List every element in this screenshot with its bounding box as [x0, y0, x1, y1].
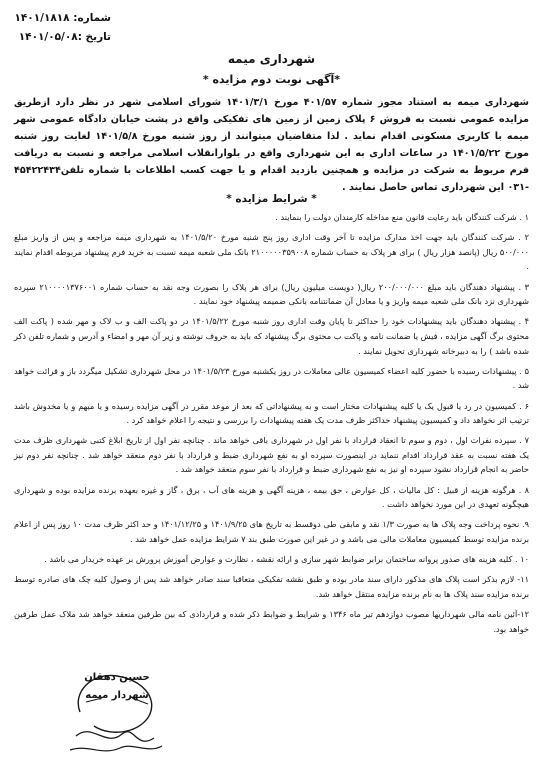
condition-item: ۳ . پیشنهاد دهندگان باید مبلغ ۲۰۰/۰۰۰/۰۰۰ ریال( دویست میلیون ریال) برای هر پلاک را بصورت وجه نقد به حساب شماره ۲۱۰۰۰۰۱۳۷۶۰۰۱ سپرده شهرداری نزد بانک ملی شعبه میمه واریز و یا معادل آن ضمانتنامه بانکی ضمیمه پیشنهاد خود نمایند .: [14, 281, 529, 307]
letter-number: شماره: ۱۴۰۱/۱۸۱۸: [14, 12, 111, 24]
organization-name: شهرداری میمه: [227, 52, 316, 66]
notice-title: *آگهی نوبت دوم مزایده *: [202, 73, 341, 86]
condition-item: ۱۱- لازم بذکر است پلاک های مذکور دارای سند مادر بوده و طبق نقشه تفکیکی متعاقبا سند صادر خواهد شد پس از وصول کلیه چک های صادره توسط برنده مزایده سند پلاک ها به نام برنده مزایده منتقل خواهد شد.: [14, 574, 529, 599]
signature-scribble: [62, 652, 172, 764]
intro-paragraph: شهرداری میمه به استناد مجوز شماره ۴۰۱/۵۷ مورخ ۱۴۰۱/۳/۱ شورای اسلامی شهر در نظر دارد ازطریق مزایده عمومی نسبت به فروش ۶ پلاک زمین از زمین های تفکیکی واقع در پشت خیابان دادگاه عمومی شهر میمه با کاربری مسکونی اقدام نماید . لذا متقاضیان میتوانند از روز شنبه مورخ ۱۴۰۱/۵/۸ لغایت روز شنبه مورخ ۱۴۰۱/۵/۲۲ در ساعات اداری به این شهرداری واقع در بلوارانقلاب اسلامی مراجعه و نسبت به دریافت فرم مربوط به شرکت در مزایده و همچنین بازدید اقدام و یا جهت کسب اطلاعات با شماره تلفن۴۵۴۲۲۴۳۴ -۰۳۱ این شهرداری تماس حاصل نمایند .: [14, 97, 529, 193]
condition-item: ۴ . پیشنهاد دهندگان باید پیشنهادات خود را حداکثر تا پایان وقت اداری روز شنبه مورخ ۱۴۰۱/۵/۲۲ در دو پاکت الف و ب لاک و مهر شده ( پاکت الف محتوی برگ آگهی مزایده ، فیش یا ضمانت نامه و پاکت ب محتوی برگ پیشنهاد که باید به حروف نوشته و زیر آن مهر و امضاء و آدرس و شماره تلفن ذکر شده باشد ) را به دبیرخانه شهرداری تحویل نمایند .: [14, 316, 529, 356]
condition-item: ۹. نحوه پرداخت وجه پلاک ها به صورت ۱/۳ نقد و مابقی طی دوقسط به تاریخ های ۱۴۰۱/۹/۲۵ و ۱۴۰۱/۱۲/۲۵ و حد اکثر ظرف مدت ۱۰ روز پس از اعلام برنده مزایده توسط کمیسیون معاملات مالی می باشد و در غیر این صورت طبق بند ۷ شرایط مزایده عمل خواهد شد .: [14, 519, 529, 545]
condition-item: ۶ . کمیسیون در رد یا قبول یک یا کلیه پیشنهادات مختار است و به پیشنهاداتی که بعد از موعد مقرر در آگهی مزایده رسیده و یا مبهم و یا مخدوش باشد ترتیب اثر نخواهد داد و کمیسیون پیشنهاد حداکثر ظرف مدت یک هفته پیشنهادات را بررسی و نتیجه را اعلام خواهد کرد .: [14, 400, 529, 426]
conditions-title: * شرایط مزایده *: [226, 193, 317, 205]
condition-item: ۱۲-آئین نامه مالی شهرداریها مصوب دوازدهم تیر ماه ۱۳۴۶ و شرایط و ضوابط ذکر شده و قراردادی که بین طرفین منعقد خواهد شد ملاک عمل طرفین خواهد بود.: [14, 609, 529, 634]
condition-item: ۲ . شرکت کنندگان باید جهت اخذ مدارک مزایده تا آخر وقت اداری روز پنج شنبه مورخ ۱۴۰۱/۵/۲۰ به شهرداری میمه مراجعه و پس از واریز مبلغ ۵۰۰/۰۰۰ ریال (پانصد هزار ریال ) برای هر پلاک به حساب شماره ۲۱۰۰۰۰۰۳۵۹۰۰۸ بانک ملی شعبه میمه نسبت به خرید فرم پیشنهاد مربوطه اقدام نمایند .: [14, 232, 529, 272]
conditions-list: [14, 210, 529, 642]
condition-item: ۷ . سپرده نفرات اول ، دوم و سوم تا انعقاد قرارداد با نفر اول در شهرداری باقی خواهد ماند . چنانچه نفر اول از تاریخ ابلاغ کتبی شهرداری ظرف مدت یک هفته نسبت به عقد قرارداد اقدام ننماید در اینصورت سپرده او به نفع شهرداری ضبط و قرارداد با نفر دوم منعقد خواهد شد . چنانچه نفر دوم نیز حاضر به انجام قرارداد نشود سپرده او نیز به نفع شهرداری ضبط و قرارداد با نفر سوم منعقد خواهد شد .: [14, 435, 529, 475]
letter-meta: [7, 9, 111, 47]
signature-block: [62, 652, 172, 764]
letter-date: تاریخ :۱۴۰۱/۰۵/۰۸: [18, 31, 111, 43]
condition-item: ۵ . پیشنهادات رسیده با حضور کلیه اعضاء کمیسیون عالی معاملات در روز یکشنبه مورخ ۱۴۰۱/۵/۲۳ در محل شهرداری تشکیل میگردد باز و قرائت خواهد شد .: [14, 365, 529, 391]
condition-item: ۱ . شرکت کنندگان باید رعایت قانون منع مداخله کارمندان دولت را بنمایند .: [275, 212, 529, 222]
condition-item: ۱۰ . کلیه هزینه های صدور پروانه ساختمان برابر ضوابط شهر سازی و ارائه نقشه ، نظارت و عوارض آموزش پرورش بر عهده خریدار می باشد .: [44, 554, 529, 565]
condition-item: ۸ . هرگونه هزینه از قبیل : کل مالیات ، کل عوارض ، حق بیمه ، هزینه آگهی و هزینه های آب ، برق ، گاز و غیره بعهده برنده مزایده بوده و شهرداری هیچگونه تعهدی در این مورد نخواهد داشت .: [14, 484, 529, 510]
signatory-title: شهردار میمه: [85, 690, 149, 701]
signatory-name: حسین دهقان: [84, 672, 150, 683]
